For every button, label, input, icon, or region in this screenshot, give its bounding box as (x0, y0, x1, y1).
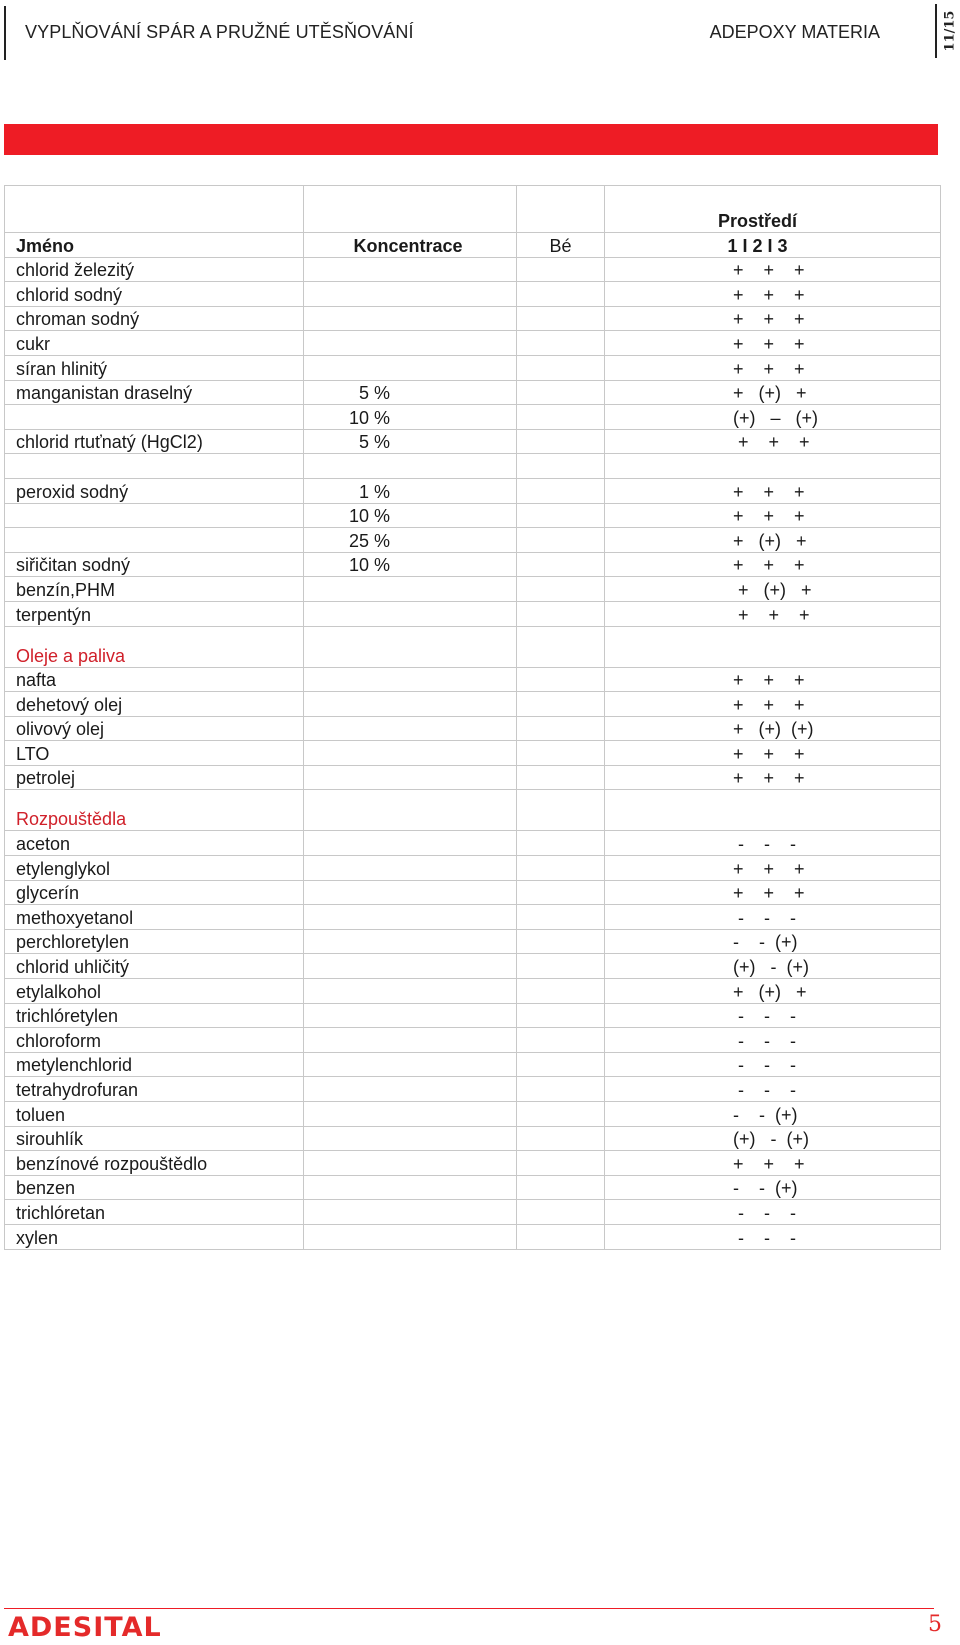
table-row (5, 601, 941, 626)
table-row (5, 429, 941, 454)
concentration-value: 10 % (304, 552, 517, 577)
concentration-value (304, 831, 517, 856)
chemical-name: methoxyetanol (5, 905, 304, 930)
concentration-value (304, 1003, 517, 1028)
table-row (5, 1151, 941, 1176)
concentration-value (304, 856, 517, 881)
concentration-value (304, 765, 517, 790)
chemical-name: benzen (5, 1175, 304, 1200)
resistance-value: + + + (605, 552, 941, 577)
concentration-value (304, 979, 517, 1004)
chemical-name: aceton (5, 831, 304, 856)
chemical-name: manganistan draselný (5, 380, 304, 405)
chemical-name: etylalkohol (5, 979, 304, 1004)
chemical-name: peroxid sodný (5, 478, 304, 503)
page-indicator-tab (942, 8, 958, 54)
chemical-name: chlorid rtuťnatý (HgCl2) (5, 429, 304, 454)
table-row (5, 282, 941, 307)
concentration-value: 10 % (304, 405, 517, 430)
be-value (517, 979, 605, 1004)
be-value (517, 1126, 605, 1151)
table-row (5, 831, 941, 856)
section-heading-row (5, 626, 941, 667)
concentration-value (304, 954, 517, 979)
table-row (5, 478, 941, 503)
table-row (5, 331, 941, 356)
resistance-value: + + + (605, 856, 941, 881)
resistance-value: - - - (605, 1077, 941, 1102)
chemical-name: nafta (5, 667, 304, 692)
table-row (5, 306, 941, 331)
chemical-name: cukr (5, 331, 304, 356)
be-value (517, 405, 605, 430)
chemical-name: etylenglykol (5, 856, 304, 881)
resistance-value: + + + (605, 692, 941, 717)
be-value (517, 454, 605, 479)
concentration-value (304, 331, 517, 356)
be-value (517, 1224, 605, 1249)
resistance-value: + + + (605, 1151, 941, 1176)
table-row (5, 1077, 941, 1102)
table-row (5, 667, 941, 692)
resistance-value: + + + (605, 503, 941, 528)
chemical-name: síran hlinitý (5, 355, 304, 380)
resistance-value: - - (+) (605, 1175, 941, 1200)
table-row (5, 1126, 941, 1151)
chemical-resistance-table (4, 185, 941, 1250)
company-logo: ADESITAL (8, 1612, 162, 1643)
concentration-value (304, 1175, 517, 1200)
resistance-value: + (+) + (605, 979, 941, 1004)
table-row (5, 355, 941, 380)
concentration-value (304, 692, 517, 717)
table-row (5, 765, 941, 790)
be-value (517, 331, 605, 356)
concentration-column-header: Koncentrace (304, 233, 517, 258)
concentration-value (304, 355, 517, 380)
be-value (517, 790, 605, 831)
resistance-value: + + + (605, 478, 941, 503)
be-value (517, 355, 605, 380)
table-row (5, 552, 941, 577)
chemical-name: glycerín (5, 880, 304, 905)
section-heading-row (5, 790, 941, 831)
header-right-rule (935, 4, 937, 58)
concentration-value (304, 741, 517, 766)
table-header-row (5, 233, 941, 258)
product-title: ADEPOXY MATERIA (709, 22, 880, 42)
be-value (517, 429, 605, 454)
concentration-value (304, 905, 517, 930)
be-value (517, 1102, 605, 1127)
table-row (5, 929, 941, 954)
page-indicator: 11/15 (942, 10, 958, 52)
chemical-name: chlorid železitý (5, 257, 304, 282)
concentration-value (304, 1077, 517, 1102)
table-row (5, 1224, 941, 1249)
section-title: Oleje a paliva (5, 626, 304, 667)
be-column-header: Bé (517, 233, 605, 258)
concentration-value (304, 667, 517, 692)
resistance-value: + + + (605, 880, 941, 905)
chemical-name: trichlóretan (5, 1200, 304, 1225)
table-row (5, 856, 941, 881)
table-row (5, 257, 941, 282)
resistance-value: + + + (605, 667, 941, 692)
concentration-value: 25 % (304, 528, 517, 553)
resistance-value: - - - (605, 1028, 941, 1053)
be-value (517, 577, 605, 602)
table-row (5, 979, 941, 1004)
be-value (517, 692, 605, 717)
table-row (5, 380, 941, 405)
table-row (5, 1052, 941, 1077)
be-value (517, 1175, 605, 1200)
concentration-value: 10 % (304, 503, 517, 528)
chemical-name: siřičitan sodný (5, 552, 304, 577)
resistance-value: + + + (605, 429, 941, 454)
table-row (5, 692, 941, 717)
resistance-value: - - - (605, 905, 941, 930)
resistance-value: + + + (605, 331, 941, 356)
concentration-value (304, 1028, 517, 1053)
document-section-title: VYPLŇOVÁNÍ SPÁR A PRUŽNÉ UTĚSŇOVÁNÍ (25, 22, 414, 42)
chemical-name: trichlóretylen (5, 1003, 304, 1028)
chemical-name (5, 405, 304, 430)
be-value (517, 667, 605, 692)
resistance-value (605, 790, 941, 831)
table-row (5, 741, 941, 766)
table-row (5, 954, 941, 979)
resistance-value: - - - (605, 1003, 941, 1028)
table-row (5, 716, 941, 741)
be-value (517, 478, 605, 503)
table-row (5, 503, 941, 528)
concentration-value (304, 454, 517, 479)
chemical-name: dehetový olej (5, 692, 304, 717)
environment-subheader: 1 I 2 I 3 (605, 233, 941, 258)
resistance-value: - - - (605, 1052, 941, 1077)
be-value (517, 306, 605, 331)
be-value (517, 282, 605, 307)
table-row (5, 1003, 941, 1028)
environment-header: Prostředí (605, 186, 941, 233)
concentration-value (304, 1052, 517, 1077)
name-column-header: Jméno (5, 233, 304, 258)
chemical-name: terpentýn (5, 601, 304, 626)
resistance-value: + + + (605, 306, 941, 331)
be-value (517, 257, 605, 282)
resistance-value: + + + (605, 741, 941, 766)
chemical-name: chloroform (5, 1028, 304, 1053)
table-row (5, 905, 941, 930)
resistance-value: + (+) + (605, 380, 941, 405)
be-value (517, 552, 605, 577)
table-row (5, 528, 941, 553)
be-value (517, 626, 605, 667)
table-row (5, 1102, 941, 1127)
chemical-name: perchloretylen (5, 929, 304, 954)
resistance-value: - - (+) (605, 1102, 941, 1127)
chemical-name: chlorid uhličitý (5, 954, 304, 979)
concentration-value: 5 % (304, 429, 517, 454)
footer-rule (4, 1608, 934, 1609)
table-row (5, 1175, 941, 1200)
concentration-value (304, 282, 517, 307)
resistance-value: + + + (605, 601, 941, 626)
resistance-value: - - (+) (605, 929, 941, 954)
table-header-top (5, 186, 941, 233)
be-value (517, 831, 605, 856)
table-row (5, 577, 941, 602)
chemical-name: toluen (5, 1102, 304, 1127)
resistance-value: + + + (605, 355, 941, 380)
be-value (517, 880, 605, 905)
table-row (5, 1200, 941, 1225)
resistance-value: (+) - (+) (605, 1126, 941, 1151)
be-value (517, 1200, 605, 1225)
resistance-value: + (+) (+) (605, 716, 941, 741)
section-title: Rozpouštědla (5, 790, 304, 831)
concentration-value (304, 1224, 517, 1249)
be-value (517, 905, 605, 930)
chemical-name: chlorid sodný (5, 282, 304, 307)
resistance-value (605, 454, 941, 479)
concentration-value (304, 1102, 517, 1127)
be-value (517, 1151, 605, 1176)
chemical-name (5, 503, 304, 528)
resistance-value: (+) - (+) (605, 954, 941, 979)
be-value (517, 765, 605, 790)
concentration-value: 5 % (304, 380, 517, 405)
concentration-value: 1 % (304, 478, 517, 503)
chemical-name: chroman sodný (5, 306, 304, 331)
resistance-value: + + + (605, 765, 941, 790)
be-value (517, 601, 605, 626)
concentration-value (304, 626, 517, 667)
be-value (517, 1077, 605, 1102)
red-banner (4, 124, 938, 155)
chemical-name: tetrahydrofuran (5, 1077, 304, 1102)
resistance-value: + (+) + (605, 577, 941, 602)
concentration-value (304, 790, 517, 831)
be-value (517, 716, 605, 741)
table-row (5, 454, 941, 479)
chemical-name: benzínové rozpouštědlo (5, 1151, 304, 1176)
be-value (517, 856, 605, 881)
concentration-value (304, 306, 517, 331)
chemical-name: LTO (5, 741, 304, 766)
chemical-name: metylenchlorid (5, 1052, 304, 1077)
concentration-value (304, 929, 517, 954)
concentration-value (304, 1151, 517, 1176)
be-value (517, 380, 605, 405)
chemical-name: xylen (5, 1224, 304, 1249)
resistance-value: + + + (605, 257, 941, 282)
resistance-value: - - - (605, 831, 941, 856)
be-value (517, 1003, 605, 1028)
table-row (5, 880, 941, 905)
be-value (517, 954, 605, 979)
table-row (5, 1028, 941, 1053)
header-left-rule (4, 6, 6, 60)
be-value (517, 1052, 605, 1077)
be-value (517, 741, 605, 766)
resistance-value: - - - (605, 1224, 941, 1249)
concentration-value (304, 880, 517, 905)
be-value (517, 1028, 605, 1053)
chemical-name: sirouhlík (5, 1126, 304, 1151)
be-value (517, 503, 605, 528)
be-value (517, 929, 605, 954)
concentration-value (304, 257, 517, 282)
resistance-value: + + + (605, 282, 941, 307)
chemical-name: benzín,PHM (5, 577, 304, 602)
chemical-name: olivový olej (5, 716, 304, 741)
concentration-value (304, 1126, 517, 1151)
resistance-value: + (+) + (605, 528, 941, 553)
resistance-value: - - - (605, 1200, 941, 1225)
be-value (517, 528, 605, 553)
resistance-value (605, 626, 941, 667)
concentration-value (304, 577, 517, 602)
concentration-value (304, 1200, 517, 1225)
concentration-value (304, 716, 517, 741)
chemical-name: petrolej (5, 765, 304, 790)
page-number: 5 (928, 1612, 942, 1637)
chemical-name (5, 528, 304, 553)
concentration-value (304, 601, 517, 626)
resistance-value: (+) – (+) (605, 405, 941, 430)
chemical-name (5, 454, 304, 479)
table-row (5, 405, 941, 430)
